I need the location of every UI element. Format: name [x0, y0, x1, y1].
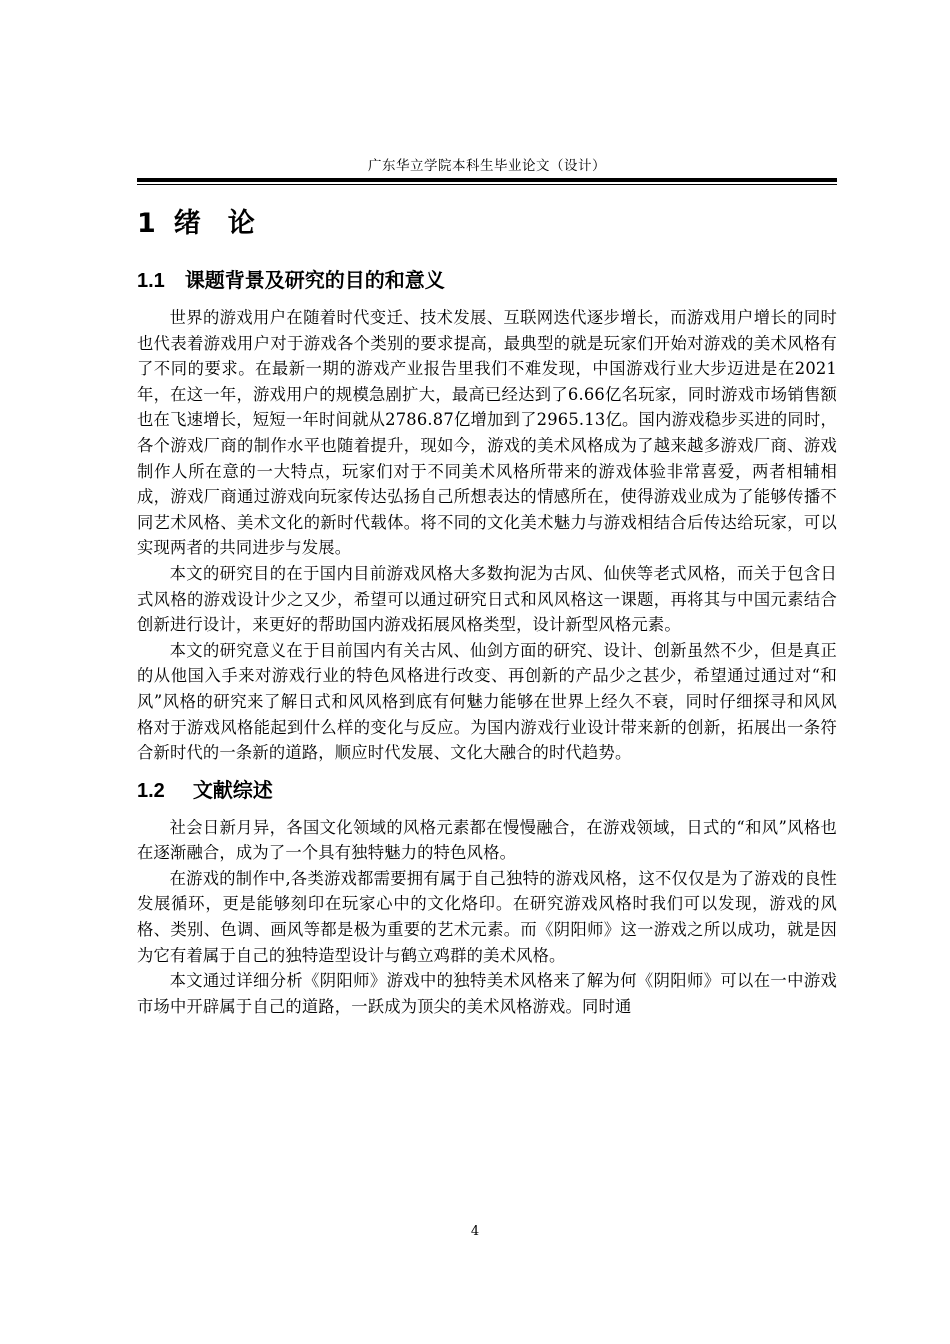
- running-header: 广东华立学院本科生毕业论文（设计）: [368, 158, 606, 174]
- paragraph: 在游戏的制作中,各类游戏都需要拥有属于自己独特的游戏风格，这不仅仅是为了游戏的良性发展循环，更是能够刻印在玩家心中的文化烙印。在研究游戏风格时我们可以发现，游戏的风格、类别、色调、画风等都是极为重要的艺术元素。而《阴阳师》这一游戏之所以成功，就是因为它有着属于自己的独特造型设计与鹤立鸡群的美术风格。: [137, 868, 837, 965]
- header-rule-thick: [137, 178, 837, 182]
- chapter-number: 1: [137, 208, 156, 239]
- chapter-title: 绪 论: [173, 208, 255, 239]
- paragraph: 世界的游戏用户在随着时代变迁、技术发展、互联网迭代逐步增长，而游戏用户增长的同时也代表着游戏用户对于游戏各个类别的要求提高，最典型的就是玩家们开始对游戏的美术风格有了不同的要求。在最新一期的游戏产业报告里我们不难发现，中国游戏行业大步迈进是在2021年，在这一年，游戏用户的规模急剧扩大，最高已经达到了6.66亿名玩家，同时游戏市场销售额也在飞速增长，短短一年时间就从2786.87亿增加到了2965.13亿。国内游戏稳步买进的同时，各个游戏厂商的制作水平也随着提升，现如今，游戏的美术风格成为了越来越多游戏厂商、游戏制作人所在意的一大特点，玩家们对于不同美术风格所带来的游戏体验非常喜爱，两者相辅相成，游戏厂商通过游戏向玩家传达弘扬自己所想表达的情感所在，使得游戏业成为了能够传播不同艺术风格、美术文化的新时代载体。将不同的文化美术魅力与游戏相结合后传达给玩家，可以实现两者的共同进步与发展。: [137, 308, 837, 558]
- section-heading-1-1: [137, 264, 837, 297]
- page-number: 4: [470, 1224, 480, 1239]
- chapter-heading: [137, 198, 837, 250]
- paragraph: 社会日新月异，各国文化领域的风格元素都在慢慢融合，在游戏领域，日式的“和风”风格也在逐渐融合，成为了一个具有独特魅力的特色风格。: [137, 817, 837, 863]
- paragraph: 本文通过详细分析《阴阳师》游戏中的独特美术风格来了解为何《阴阳师》可以在一中游戏市场中开辟属于自己的道路，一跃成为顶尖的美术风格游戏。同时通: [137, 971, 837, 1016]
- header-rule-thin: [137, 184, 837, 185]
- paragraph: 本文的研究意义在于目前国内有关古风、仙剑方面的研究、设计、创新虽然不少，但是真正的从他国入手来对游戏行业的特色风格进行改变、再创新的产品少之甚少，希望通过通过对“和风”风格的研究来了解日式和风风格到底有何魅力能够在世界上经久不衰，同时仔细探寻和风风格对于游戏风格能起到什么样的变化与反应。为国内游戏行业设计带来新的创新，拓展出一条符合新时代的一条新的道路，顺应时代发展、文化大融合的时代趋势。: [137, 640, 837, 763]
- section-number: 1.1: [137, 270, 165, 292]
- page-body: [137, 198, 837, 1019]
- section-heading-1-2: [137, 774, 837, 807]
- paragraph: 本文的研究目的在于国内目前游戏风格大多数拘泥为古风、仙侠等老式风格，而关于包含日式风格的游戏设计少之又少，希望可以通过研究日式和风风格这一课题，再将其与中国元素结合创新进行设计，来更好的帮助国内游戏拓展风格类型，设计新型风格元素。: [137, 563, 837, 635]
- section-number: 1.2: [137, 779, 165, 802]
- section-title: 课题背景及研究的目的和意义: [184, 268, 445, 292]
- section-title: 文献综述: [192, 777, 273, 802]
